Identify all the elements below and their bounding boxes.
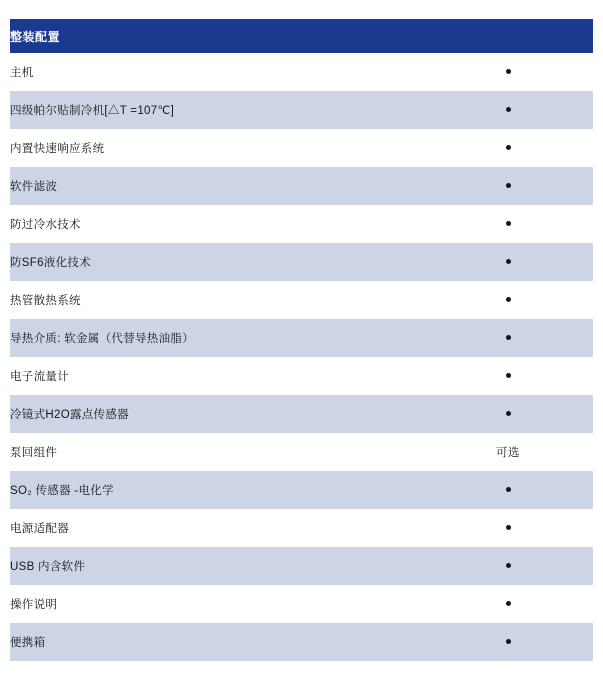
row-option-text: 可选 [423, 433, 593, 471]
row-included-dot [423, 53, 593, 91]
table-row [10, 53, 593, 91]
row-label: 内置快速响应系统 [10, 129, 423, 167]
table-row [10, 547, 593, 585]
row-included-dot [423, 91, 593, 129]
row-included-dot [423, 319, 593, 357]
row-label: 电子流量计 [10, 357, 423, 395]
row-included-dot [423, 281, 593, 319]
row-included-dot [423, 509, 593, 547]
bullet-icon [506, 221, 511, 226]
bullet-icon [506, 487, 511, 492]
row-included-dot [423, 129, 593, 167]
row-label: 冷镜式H2O露点传感器 [10, 395, 423, 433]
bullet-icon [506, 373, 511, 378]
row-label: 操作说明 [10, 585, 423, 623]
bullet-icon [506, 563, 511, 568]
table-row [10, 91, 593, 129]
bullet-icon [506, 145, 511, 150]
row-label: 便携箱 [10, 623, 423, 661]
bullet-icon [506, 601, 511, 606]
bullet-icon [506, 297, 511, 302]
row-label: 热管散热系统 [10, 281, 423, 319]
table-row [10, 623, 593, 661]
row-included-dot [423, 547, 593, 585]
bullet-icon [506, 335, 511, 340]
table-row [10, 471, 593, 509]
table-header [10, 19, 593, 53]
row-included-dot [423, 623, 593, 661]
table-body [10, 53, 593, 661]
table-row [10, 167, 593, 205]
bullet-icon [506, 107, 511, 112]
table-header-spacer [423, 19, 593, 53]
bullet-icon [506, 259, 511, 264]
table-row [10, 243, 593, 281]
table-row [10, 281, 593, 319]
table-title: 整装配置 [10, 19, 423, 53]
table-row [10, 319, 593, 357]
row-label: 主机 [10, 53, 423, 91]
row-label: 四级帕尔贴制冷机[△T =107℃] [10, 91, 423, 129]
bullet-icon [506, 69, 511, 74]
row-label: USB 内含软件 [10, 547, 423, 585]
row-included-dot [423, 585, 593, 623]
bullet-icon [506, 525, 511, 530]
table-row [10, 129, 593, 167]
table-row [10, 395, 593, 433]
row-label: 导热介质: 软金属（代替导热油脂） [10, 319, 423, 357]
row-label: 防SF6液化技术 [10, 243, 423, 281]
table-header-row [10, 19, 593, 53]
bullet-icon [506, 183, 511, 188]
table-row [10, 357, 593, 395]
row-included-dot [423, 167, 593, 205]
table-row [10, 509, 593, 547]
row-label: 防过冷水技术 [10, 205, 423, 243]
table-row [10, 205, 593, 243]
row-label: 泵回组件 [10, 433, 423, 471]
bullet-icon [506, 411, 511, 416]
row-included-dot [423, 205, 593, 243]
row-label: SO₂ 传感器 -电化学 [10, 471, 423, 509]
row-included-dot [423, 395, 593, 433]
row-included-dot [423, 357, 593, 395]
row-label: 软件滤波 [10, 167, 423, 205]
configuration-table [10, 19, 593, 661]
row-label: 电源适配器 [10, 509, 423, 547]
bullet-icon [506, 639, 511, 644]
row-included-dot [423, 243, 593, 281]
row-included-dot [423, 471, 593, 509]
table-row [10, 585, 593, 623]
table-row [10, 433, 593, 471]
